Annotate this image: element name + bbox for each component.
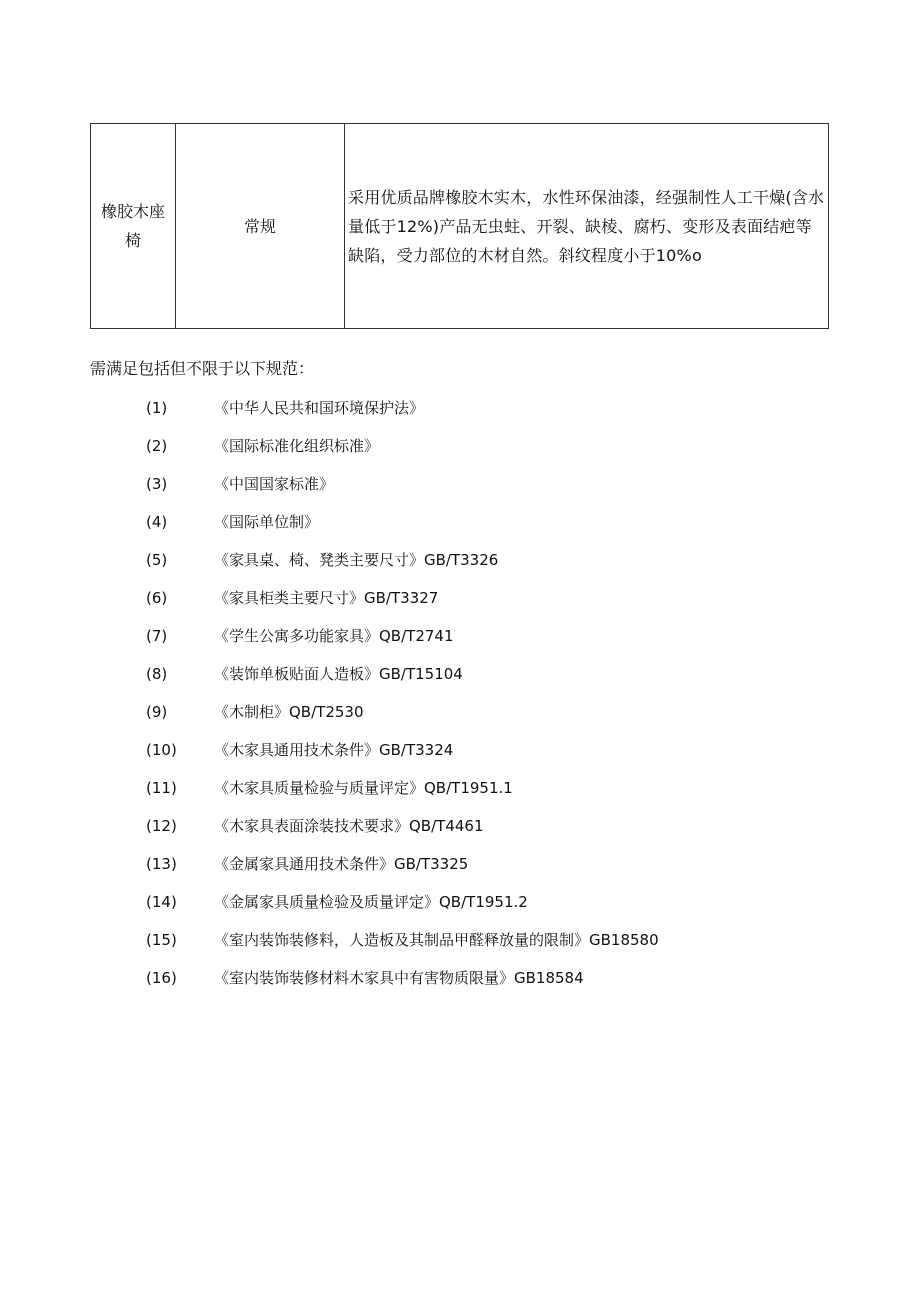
- grade-cell: [176, 124, 345, 329]
- list-item: [0, 510, 920, 548]
- item-number: (8): [146, 665, 168, 683]
- list-item: [0, 776, 920, 814]
- list-item: [0, 738, 920, 776]
- item-number: (7): [146, 627, 168, 645]
- standard-title: 《国际标准化组织标准》: [214, 437, 380, 455]
- standard-title: 《木制柜》QB/T2530: [214, 703, 364, 721]
- item-number: (9): [146, 703, 168, 721]
- table-row: [91, 124, 829, 329]
- item-number: (4): [146, 513, 168, 531]
- item-number: (12): [146, 817, 177, 835]
- list-item: [0, 966, 920, 1004]
- standard-title: 《木家具表面涂装技术要求》QB/T4461: [214, 817, 484, 835]
- item-number: (16): [146, 969, 177, 987]
- list-item: [0, 852, 920, 890]
- item-number: (2): [146, 437, 168, 455]
- list-item: [0, 662, 920, 700]
- list-item: [0, 928, 920, 966]
- standard-title: 《家具桌、椅、凳类主要尺寸》GB/T3326: [214, 551, 499, 569]
- item-number: (3): [146, 475, 168, 493]
- standard-title: 《木家具质量检验与质量评定》QB/T1951.1: [214, 779, 513, 797]
- standard-title: 《国际单位制》: [214, 513, 320, 531]
- item-number: (11): [146, 779, 177, 797]
- standard-title: 《金属家具通用技术条件》GB/T3325: [214, 855, 469, 873]
- list-item: [0, 700, 920, 738]
- standard-title: 《室内装饰装修料，人造板及其制品甲醛释放量的限制》GB18580: [214, 931, 659, 949]
- list-item: [0, 396, 920, 434]
- standards-list: [0, 396, 920, 1004]
- product-name: 橡胶木座椅: [100, 202, 165, 250]
- standard-title: 《室内装饰装修材料木家具中有害物质限量》GB18584: [214, 969, 584, 987]
- standard-title: 《木家具通用技术条件》GB/T3324: [214, 741, 454, 759]
- product-name-cell: [91, 124, 176, 329]
- item-number: (1): [146, 399, 168, 417]
- standard-title: 《装饰单板贴面人造板》GB/T15104: [214, 665, 463, 683]
- standard-title: 《金属家具质量检验及质量评定》QB/T1951.2: [214, 893, 528, 911]
- item-number: (14): [146, 893, 177, 911]
- list-item: [0, 472, 920, 510]
- list-item: [0, 890, 920, 928]
- item-number: (6): [146, 589, 168, 607]
- list-item: [0, 434, 920, 472]
- standard-title: 《家具柜类主要尺寸》GB/T3327: [214, 589, 439, 607]
- list-item: [0, 814, 920, 852]
- standards-intro: 需满足包括但不限于以下规范：: [90, 359, 315, 378]
- list-item: [0, 586, 920, 624]
- list-item: [0, 548, 920, 586]
- description-cell: [345, 124, 829, 329]
- item-number: (10): [146, 741, 177, 759]
- list-item: [0, 624, 920, 662]
- standard-title: 《中国国家标准》: [214, 475, 335, 493]
- item-number: (5): [146, 551, 168, 569]
- product-grade: 常规: [243, 216, 276, 236]
- standard-title: 《学生公寓多功能家具》QB/T2741: [214, 627, 454, 645]
- product-description: 采用优质品牌橡胶木实木，水性环保油漆，经强制性人工干燥(含水量低于12%)产品无虫蛀、开裂、缺棱、腐朽、变形及表面结疤等缺陷，受力部位的木材自然。斜纹程度小于10%o: [348, 187, 825, 265]
- spec-table: [90, 123, 829, 329]
- standard-title: 《中华人民共和国环境保护法》: [214, 399, 425, 417]
- item-number: (13): [146, 855, 177, 873]
- item-number: (15): [146, 931, 177, 949]
